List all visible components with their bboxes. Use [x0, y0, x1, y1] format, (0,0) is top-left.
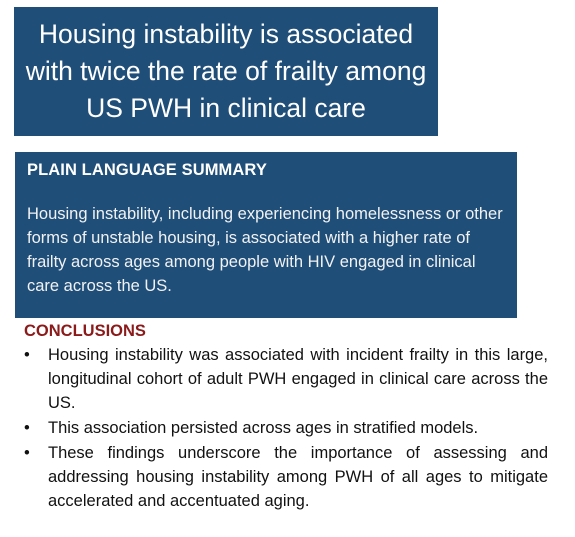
- conclusion-text: Housing instability was associated with incident frailty in this large, longitudinal cohort of adult PWH engaged in clinical care across the US.: [48, 346, 548, 412]
- conclusion-item: [24, 343, 548, 415]
- bullet-icon: •: [24, 444, 30, 462]
- conclusion-item: [24, 416, 548, 440]
- title-banner: [14, 7, 438, 136]
- bullet-icon: •: [24, 346, 30, 364]
- main-title: Housing instability is associated with twice the rate of frailty among US PWH in clinical care: [25, 19, 427, 123]
- summary-heading: PLAIN LANGUAGE SUMMARY: [27, 161, 267, 179]
- conclusion-item: [24, 441, 548, 513]
- conclusions-section: [24, 320, 548, 514]
- summary-body: Housing instability, including experiencing homelessness or other forms of unstable housing, is associated with a higher rate of frailty across ages among people with HIV engaged in clinical care across the US.: [27, 205, 503, 295]
- conclusion-text: This association persisted across ages in stratified models.: [48, 419, 479, 437]
- bullet-icon: •: [24, 419, 30, 437]
- plain-language-summary-box: [15, 152, 517, 318]
- conclusion-text: These findings underscore the importance of assessing and addressing housing instability among PWH of all ages to mitigate accelerated and accentuated aging.: [48, 444, 548, 510]
- conclusions-list: [24, 343, 548, 513]
- conclusions-heading: CONCLUSIONS: [24, 322, 146, 340]
